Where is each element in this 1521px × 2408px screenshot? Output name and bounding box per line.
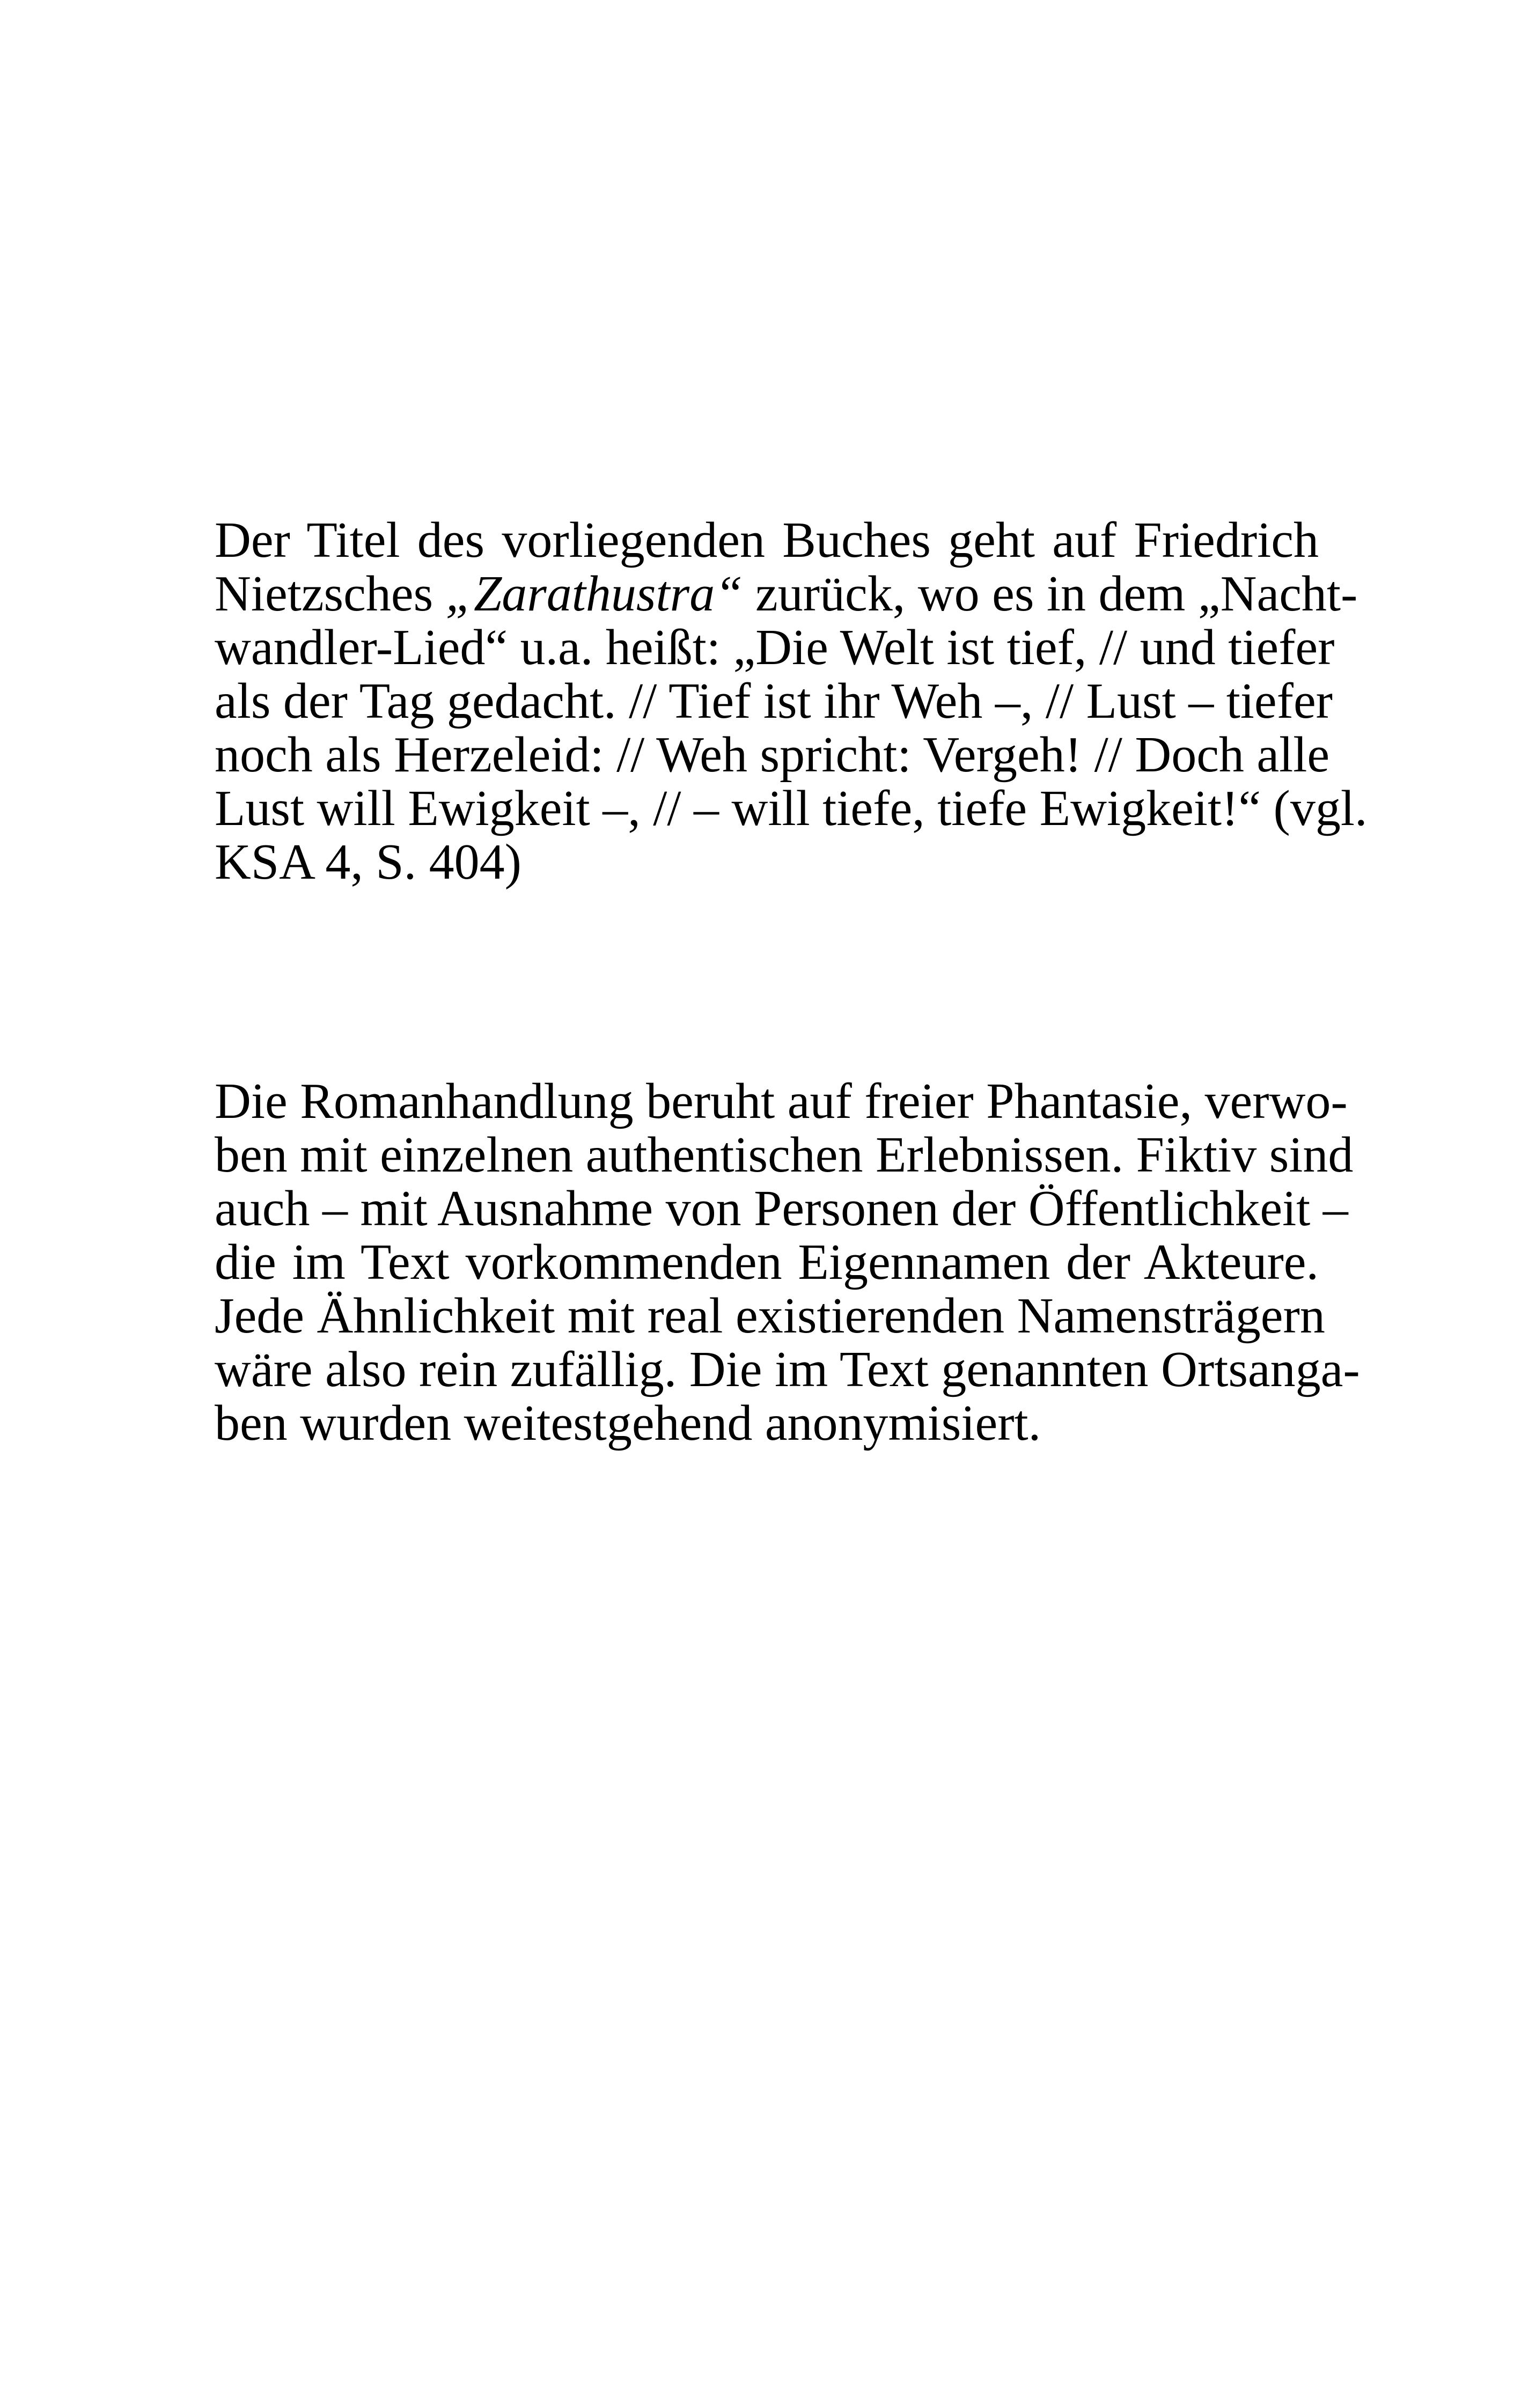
text-line: wandler-Lied“ u.a. heißt: „Die Welt ist tief, // und tiefer: [215, 620, 1335, 675]
text-line: auch – mit Ausnahme von Personen der Öffentlichkeit –: [215, 1181, 1348, 1236]
text-line: Lust will Ewigkeit –, // – will tiefe, tiefe Ewigkeit!“ (vgl.: [215, 780, 1368, 836]
book-title-italic: „Zarathustra“: [445, 566, 743, 622]
text-line: [215, 566, 1358, 622]
text-line: KSA 4, S. 404): [215, 834, 521, 890]
text-line: ben mit einzelnen authentischen Erlebnissen. Fiktiv sind: [215, 1127, 1354, 1183]
text-line: wäre also rein zufällig. Die im Text genannten Ortsanga-: [215, 1342, 1360, 1397]
text-fragment: zurück, wo es in dem „Nacht-: [743, 566, 1358, 622]
text-line: als der Tag gedacht. // Tief ist ihr Weh –, // Lust – tiefer: [215, 673, 1333, 729]
text-line: Die Romanhandlung beruht auf freier Phantasie, verwo-: [215, 1073, 1348, 1129]
text-line: Der Titel des vorliegenden Buches geht auf Friedrich: [215, 512, 1319, 568]
text-line: die im Text vorkommenden Eigennamen der Akteure.: [215, 1234, 1319, 1290]
text-line: Jede Ähnlichkeit mit real existierenden Namensträgern: [215, 1288, 1325, 1344]
text-line: noch als Herzeleid: // Weh spricht: Vergeh! // Doch alle: [215, 727, 1330, 783]
disclaimer-paragraph: [215, 1073, 1360, 1451]
text-line: ben wurden weitestgehend anonymisiert.: [215, 1395, 1041, 1451]
text-fragment: Nietzsches: [215, 566, 446, 622]
title-origin-paragraph: [215, 512, 1368, 890]
